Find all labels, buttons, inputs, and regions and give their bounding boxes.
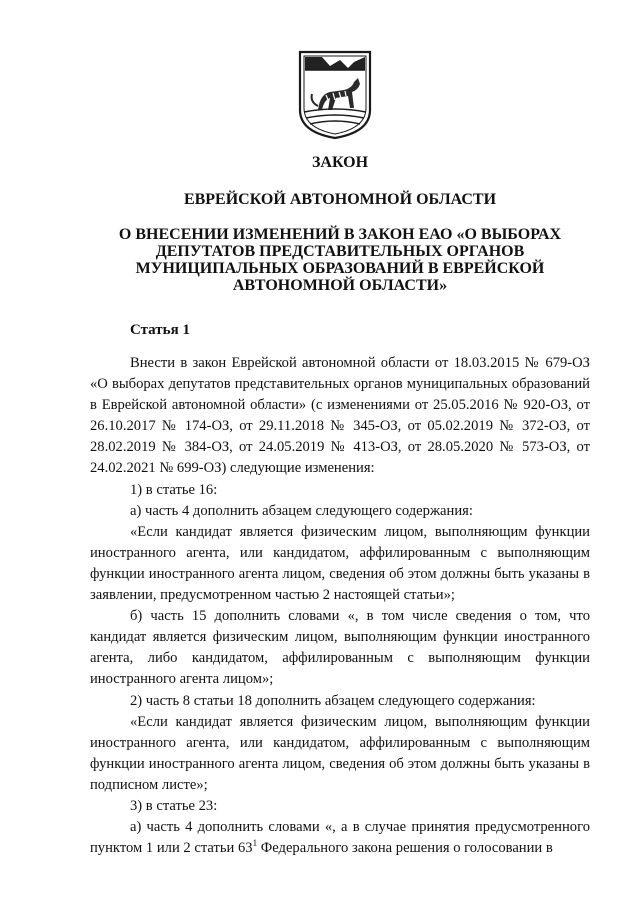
paragraph-item-2: 2) часть 8 статьи 18 дополнить абзацем следующего содержания: (130, 692, 536, 709)
paragraph-item-1b: б) часть 15 дополнить словами «, в том числе сведения о том, что кандидат является физическим лицом, выполняющим функции иностранного агента, либо кандидатом, аффилированным с выполняющим функции иностранного агента лицом»; (90, 608, 590, 688)
document-title-region: ЕВРЕЙСКОЙ АВТОНОМНОЙ ОБЛАСТИ (183, 191, 497, 208)
paragraph-item-3a-text: а) часть 4 дополнить словами «, а в случае принятия предусмотренного пунктом 1 или 2 статьи 63 (90, 819, 590, 857)
paragraph-quote-2: «Если кандидат является физическим лицом, выполняющим функции иностранного агента, или кандидатом, аффилированным с выполняющим функции иностранного агента лицом, сведения об этом должны быть указаны в подписном листе»; (90, 713, 590, 793)
article-body (90, 353, 590, 859)
coat-of-arms-icon (296, 48, 374, 140)
paragraph-quote-1: «Если кандидат является физическим лицом, выполняющим функции иностранного агента, или кандидатом, аффилированным с выполняющим функции иностранного агента лицом, сведения об этом должны быть указаны в заявлении, предусмотренном частью 2 настоящей статьи»; (90, 523, 590, 604)
article-heading: Статья 1 (130, 322, 190, 338)
document-title-subject: О ВНЕСЕНИИ ИЗМЕНЕНИЙ В ЗАКОН ЕАО «О ВЫБОРАХ ДЕПУТАТОВ ПРЕДСТАВИТЕЛЬНЫХ ОРГАНОВ МУНИЦИПАЛЬНЫХ ОБРАЗОВАНИЙ В ЕВРЕЙСКОЙ АВТОНОМНОЙ ОБЛАСТИ» (118, 226, 562, 294)
superscript-index: 1 (252, 838, 258, 849)
paragraph-item-3a (90, 817, 590, 859)
paragraph-intro: Внести в закон Еврейской автономной области от 18.03.2015 № 679-ОЗ «О выборах депутатов представительных органов муниципальных образований в Еврейской автономной области» (с изменениями от 25.05.2016 № 920-ОЗ, от 26.10.2017 № 174-ОЗ, от 29.11.2018 № 345-ОЗ, от 05.02.2019 № 372-ОЗ, от 28.02.2019 № 384-ОЗ, от 24.05.2019 № 413-ОЗ, от 28.05.2020 № 573-ОЗ, от 24.02.2021 № 699-ОЗ) следующие изменения: (90, 355, 590, 477)
paragraph-item-3a-tail: Федерального закона решения о голосовании в (257, 840, 553, 857)
paragraph-item-1a: а) часть 4 дополнить абзацем следующего содержания: (130, 502, 473, 519)
document-title-law: ЗАКОН (311, 154, 369, 171)
paragraph-item-3: 3) в статье 23: (130, 797, 218, 814)
paragraph-item-1: 1) в статье 16: (130, 481, 218, 498)
